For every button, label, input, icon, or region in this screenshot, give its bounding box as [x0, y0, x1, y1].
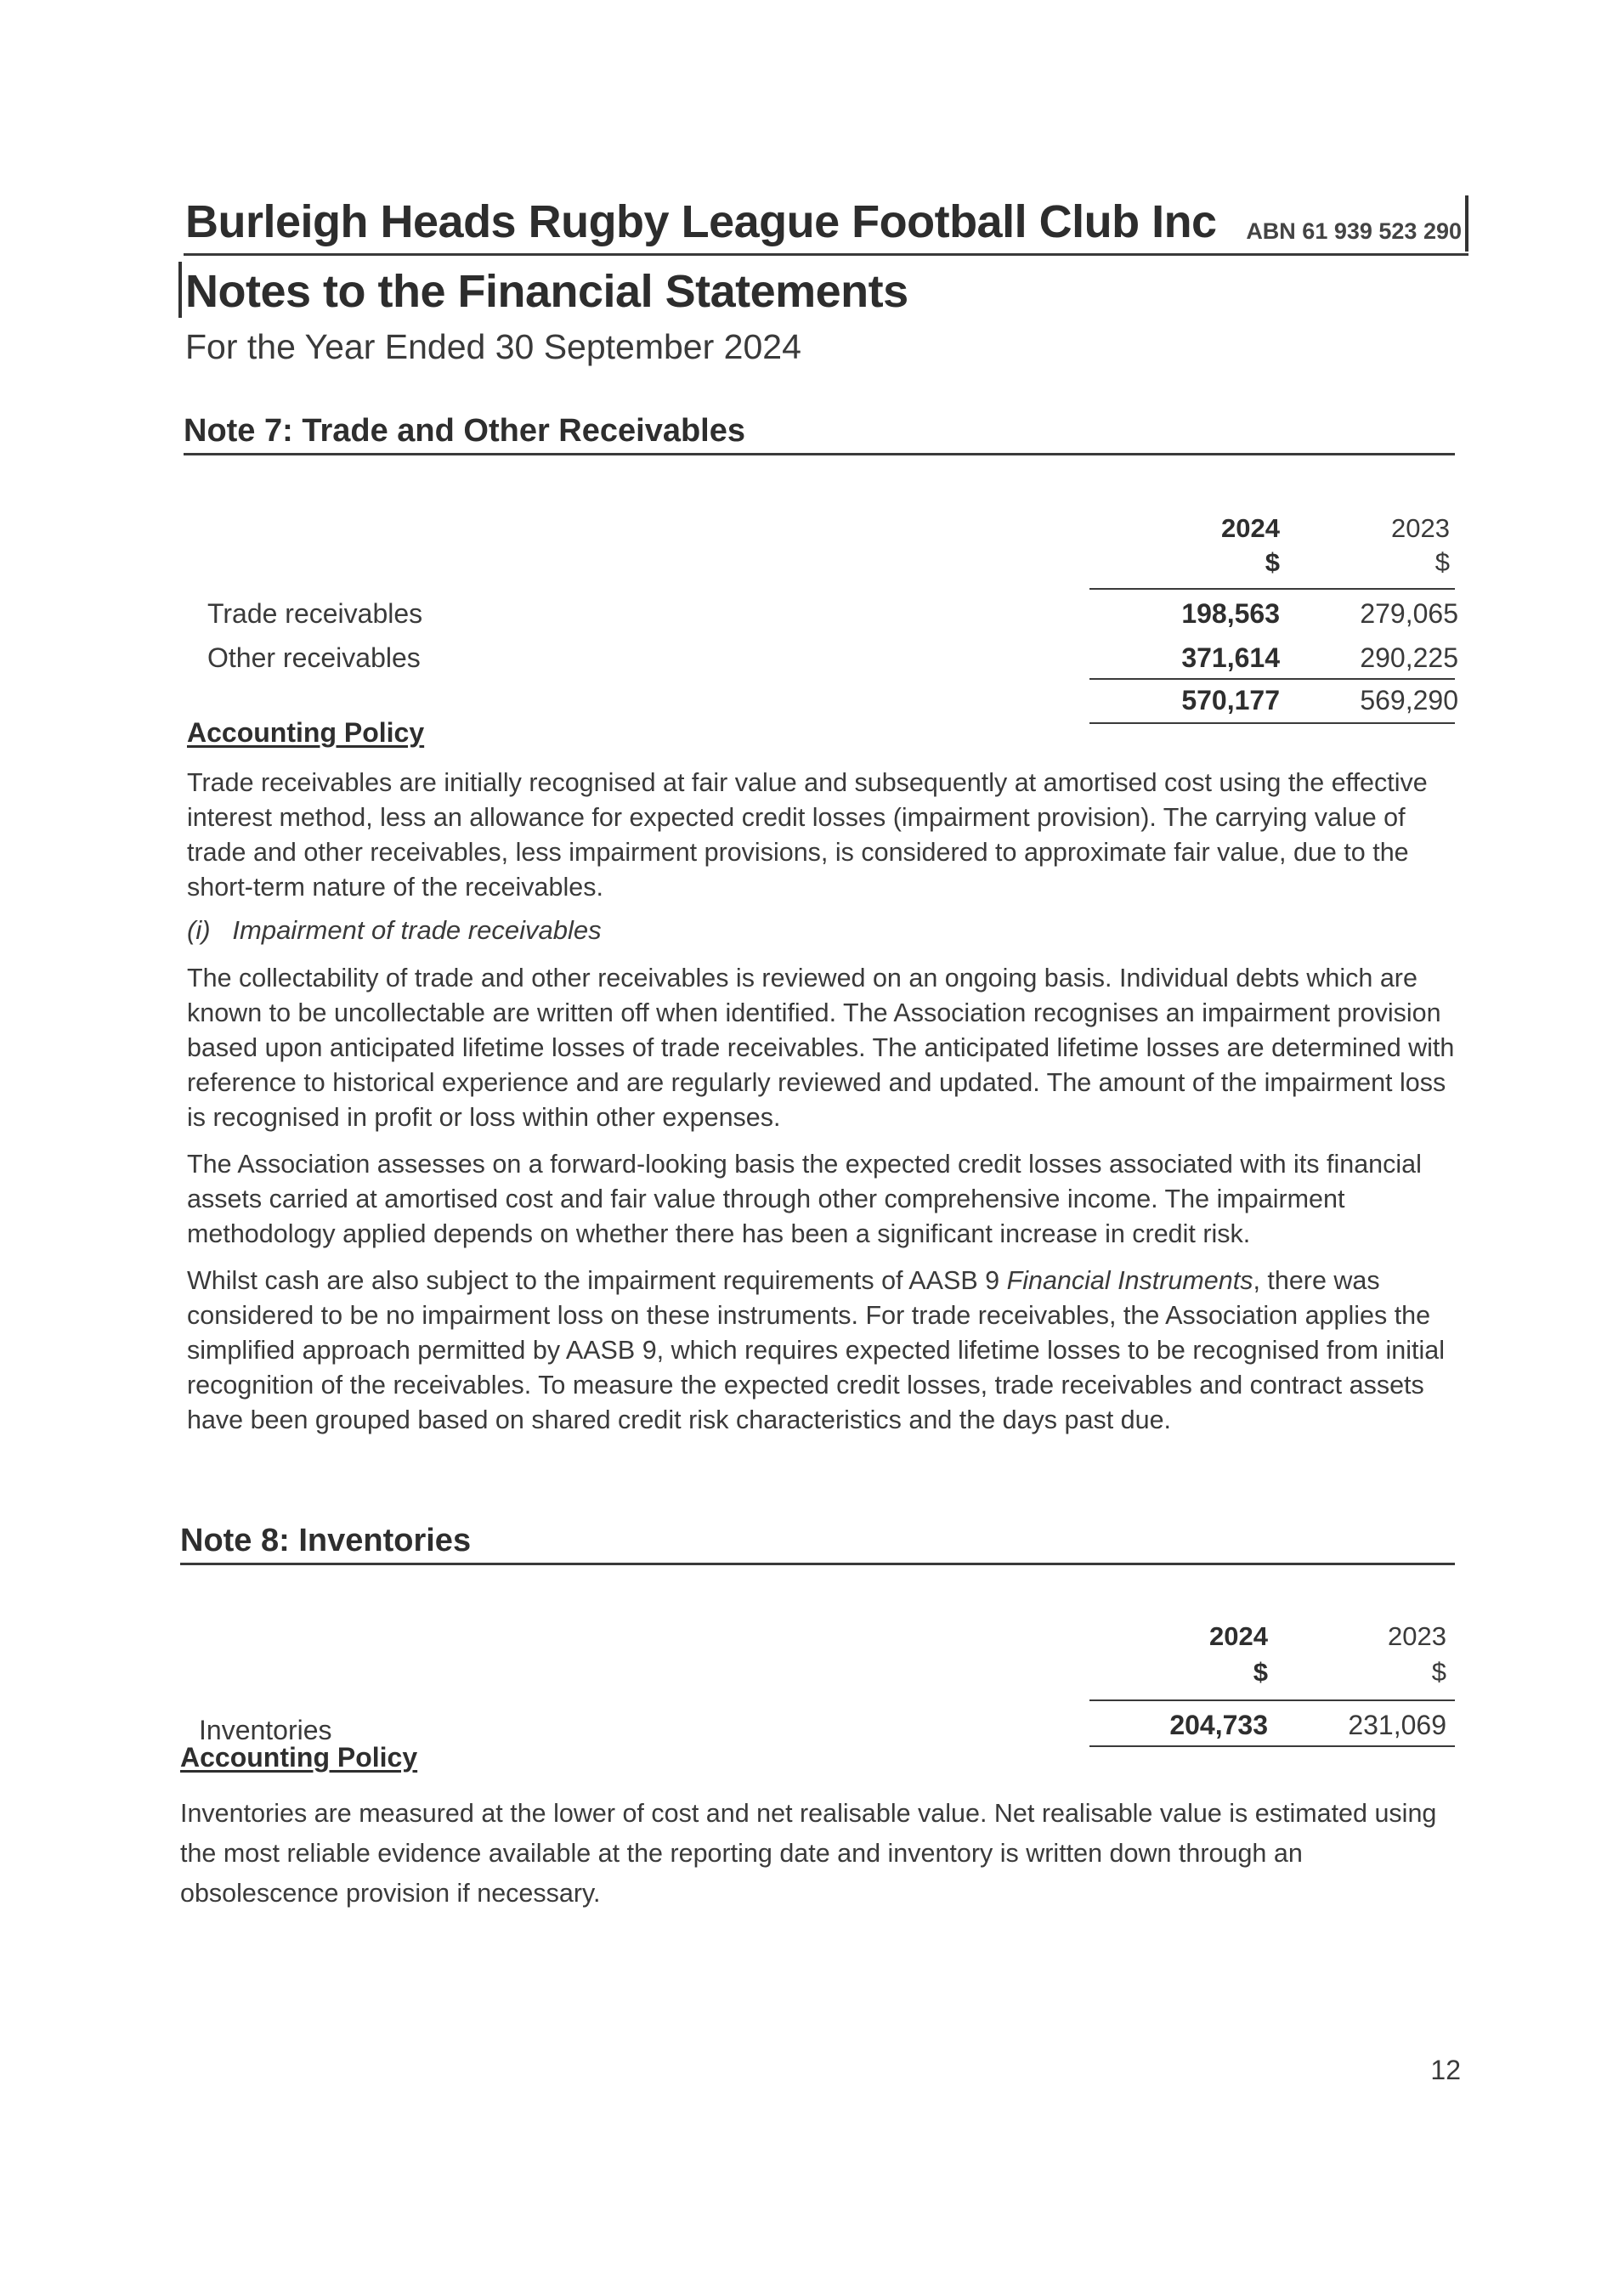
para4-part-b: , there was considered to be no impairment loss on these instruments. For trade receivables, the Association applies the simplified approach permitted by AASB 9, which requires expected lifetime losses to be recognised from initial recognition of the receivables. To measure the expected credit losses, trade receivables and contract assets have been grouped based on shared credit risk characteristics and the days past due.	[187, 1266, 1445, 1434]
note-7-policy	[187, 717, 1462, 1438]
subtotal-rule	[1089, 678, 1455, 680]
note-8-policy	[180, 1742, 1460, 1914]
document-title: Notes to the Financial Statements	[185, 266, 908, 317]
n8-col-2024-currency: $	[1253, 1657, 1268, 1687]
col-2023-header: 2023	[1391, 513, 1450, 543]
col-2024-header: 2024	[1221, 513, 1280, 543]
document-header	[184, 194, 1468, 366]
accounting-policy-title: Accounting Policy	[187, 717, 425, 748]
row-label-other: Other receivables	[207, 642, 421, 673]
policy-paragraph-2: The collectability of trade and other receivables is reviewed on an ongoing basis. Individual debts which are known to be uncollectable are written off when identified. The Association recognises an impairment provision based upon anticipated lifetime losses of trade receivables. The anticipated lifetime losses are determined with reference to historical experience and are regularly reviewed and updated. The amount of the impairment loss is recognised in profit or loss within other expenses.	[187, 964, 1455, 1132]
header-rule	[1089, 588, 1455, 590]
note-7-section	[184, 413, 1458, 1434]
subheading-number: (i)	[187, 915, 211, 945]
n8-accounting-policy-title: Accounting Policy	[180, 1742, 418, 1773]
note-7-table	[184, 455, 1458, 715]
abn-number: ABN 61 939 523 290	[1246, 218, 1462, 244]
other-2023: 290,225	[1360, 642, 1458, 673]
row-label-inventories: Inventories	[199, 1715, 332, 1745]
total-2024: 570,177	[1181, 685, 1280, 715]
n8-col-2023-currency: $	[1431, 1657, 1446, 1687]
subheading-title: Impairment of trade receivables	[232, 915, 602, 945]
note-8-heading: Note 8: Inventories	[180, 1523, 1455, 1565]
note-8-section	[180, 1523, 1455, 1908]
trade-2024: 198,563	[1181, 598, 1280, 629]
n8-policy-paragraph: Inventories are measured at the lower of cost and net realisable value. Net realisable value is estimated using the most reliable evidence available at the reporting date and inventory is written down through an obsolescence provision if necessary.	[180, 1799, 1437, 1908]
impairment-subheading	[187, 915, 1462, 946]
organisation-name: Burleigh Heads Rugby League Football Club Inc	[185, 196, 1217, 247]
page-number: 12	[1430, 2055, 1461, 2085]
trade-2023: 279,065	[1360, 598, 1458, 629]
note-8-table	[180, 1565, 1455, 1745]
total-2023: 569,290	[1360, 685, 1458, 715]
header-right-bar	[1465, 195, 1468, 252]
inventories-2023: 231,069	[1348, 1710, 1446, 1740]
other-2024: 371,614	[1181, 642, 1280, 673]
n8-col-2023-header: 2023	[1388, 1621, 1446, 1651]
policy-paragraph-1: Trade receivables are initially recognised at fair value and subsequently at amortised cost using the effective interest method, less an allowance for expected credit losses (impairment provision). The carrying value of trade and other receivables, less impairment provisions, is considered to approximate fair value, due to the short-term nature of the receivables.	[187, 768, 1428, 902]
policy-paragraph-4	[187, 1264, 1462, 1438]
inventories-2024: 204,733	[1169, 1710, 1268, 1740]
para4-italic: Financial Instruments	[1006, 1266, 1253, 1295]
title-left-bar	[178, 262, 182, 318]
col-2023-currency: $	[1434, 547, 1450, 577]
note-7-heading: Note 7: Trade and Other Receivables	[184, 413, 1455, 455]
col-2024-currency: $	[1265, 547, 1280, 577]
para4-part-a: Whilst cash are also subject to the impairment requirements of AASB 9	[187, 1266, 1007, 1295]
document-subtitle: For the Year Ended 30 September 2024	[185, 327, 801, 366]
n8-header-rule	[1089, 1699, 1455, 1701]
policy-paragraph-3: The Association assesses on a forward-looking basis the expected credit losses associated with its financial assets carried at amortised cost and fair value through other comprehensive income. The impairment methodology applied depends on whether there has been a significant increase in credit risk.	[187, 1150, 1422, 1248]
organisation-row	[184, 194, 1468, 256]
n8-col-2024-header: 2024	[1209, 1621, 1268, 1651]
row-label-trade: Trade receivables	[207, 598, 423, 629]
